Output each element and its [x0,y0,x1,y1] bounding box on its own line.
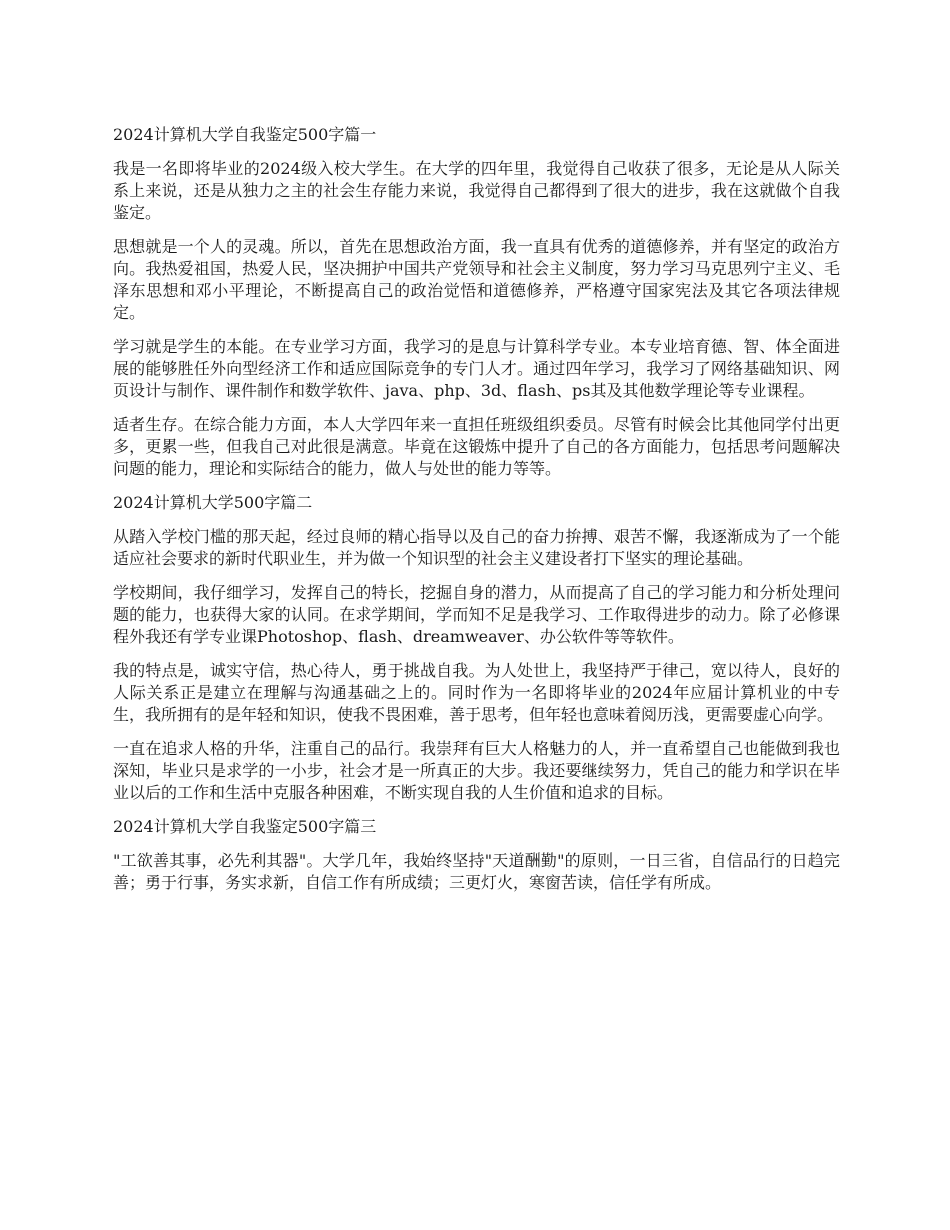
paragraph-4: 适者生存。在综合能力方面，本人大学四年来一直担任班级组织委员。尽管有时候会比其他同学付出更多，更累一些，但我自己对此很是满意。毕竟在这锻炼中提升了自己的各方面能力，包括思考问题解决问题的能力，理论和实际结合的能力，做人与处世的能力等等。 [113,415,840,478]
paragraph-9: "工欲善其事，必先利其器"。大学几年，我始终坚持"天道酬勤"的原则，一日三省，自信品行的日趋完善；勇于行事，务实求新，自信工作有所成绩；三更灯火，寒窗苦读，信任学有所成。 [113,851,840,892]
paragraph-7: 我的特点是，诚实守信，热心待人，勇于挑战自我。为人处世上，我坚持严于律己，宽以待人，良好的人际关系正是建立在理解与沟通基础之上的。同时作为一名即将毕业的2024年应届计算机业的中专生，我所拥有的是年轻和知识，使我不畏困难，善于思考，但年轻也意味着阅历浅，更需要虚心向学。 [113,661,840,724]
paragraph-8: 一直在追求人格的升华，注重自己的品行。我崇拜有巨大人格魅力的人，并一直希望自己也能做到我也深知，毕业只是求学的一小步，社会才是一所真正的大步。我还要继续努力，凭自己的能力和学识在毕业以后的工作和生活中克服各种困难，不断实现自我的人生价值和追求的目标。 [113,739,840,802]
document-body [113,124,840,906]
paragraph-2: 思想就是一个人的灵魂。所以，首先在思想政治方面，我一直具有优秀的道德修养，并有坚定的政治方向。我热爱祖国，热爱人民，坚决拥护中国共产党领导和社会主义制度，努力学习马克思列宁主义、毛泽东思想和邓小平理论，不断提高自己的政治觉悟和道德修养，严格遵守国家宪法及其它各项法律规定。 [113,237,840,322]
paragraph-6: 学校期间，我仔细学习，发挥自己的特长，挖掘自身的潜力，从而提高了自己的学习能力和分析处理问题的能力，也获得大家的认同。在求学期间，学而知不足是我学习、工作取得进步的动力。除了必修课程外我还有学专业课Photoshop、flash、dreamweaver、办公软件等等软件。 [113,583,840,646]
paragraph-3: 学习就是学生的本能。在专业学习方面，我学习的是息与计算科学专业。本专业培育德、智、体全面进展的能够胜任外向型经济工作和适应国际竞争的专门人才。通过四年学习，我学习了网络基础知识、网页设计与制作、课件制作和数学软件、java、php、3d、flash、ps其及其他数学理论等专业课程。 [113,337,840,400]
paragraph-1: 我是一名即将毕业的2024级入校大学生。在大学的四年里，我觉得自己收获了很多，无论是从人际关系上来说，还是从独力之主的社会生存能力来说，我觉得自己都得到了很大的进步，我在这就做个自我鉴定。 [113,159,840,222]
paragraph-5: 从踏入学校门槛的那天起，经过良师的精心指导以及自己的奋力拚搏、艰苦不懈，我逐渐成为了一个能适应社会要求的新时代职业生，并为做一个知识型的社会主义建设者打下坚实的理论基础。 [113,527,840,568]
section-heading-1: 2024计算机大学自我鉴定500字篇一 [113,125,377,144]
section-heading-2: 2024计算机大学500字篇二 [113,493,313,512]
section-heading-3: 2024计算机大学自我鉴定500字篇三 [113,817,377,836]
